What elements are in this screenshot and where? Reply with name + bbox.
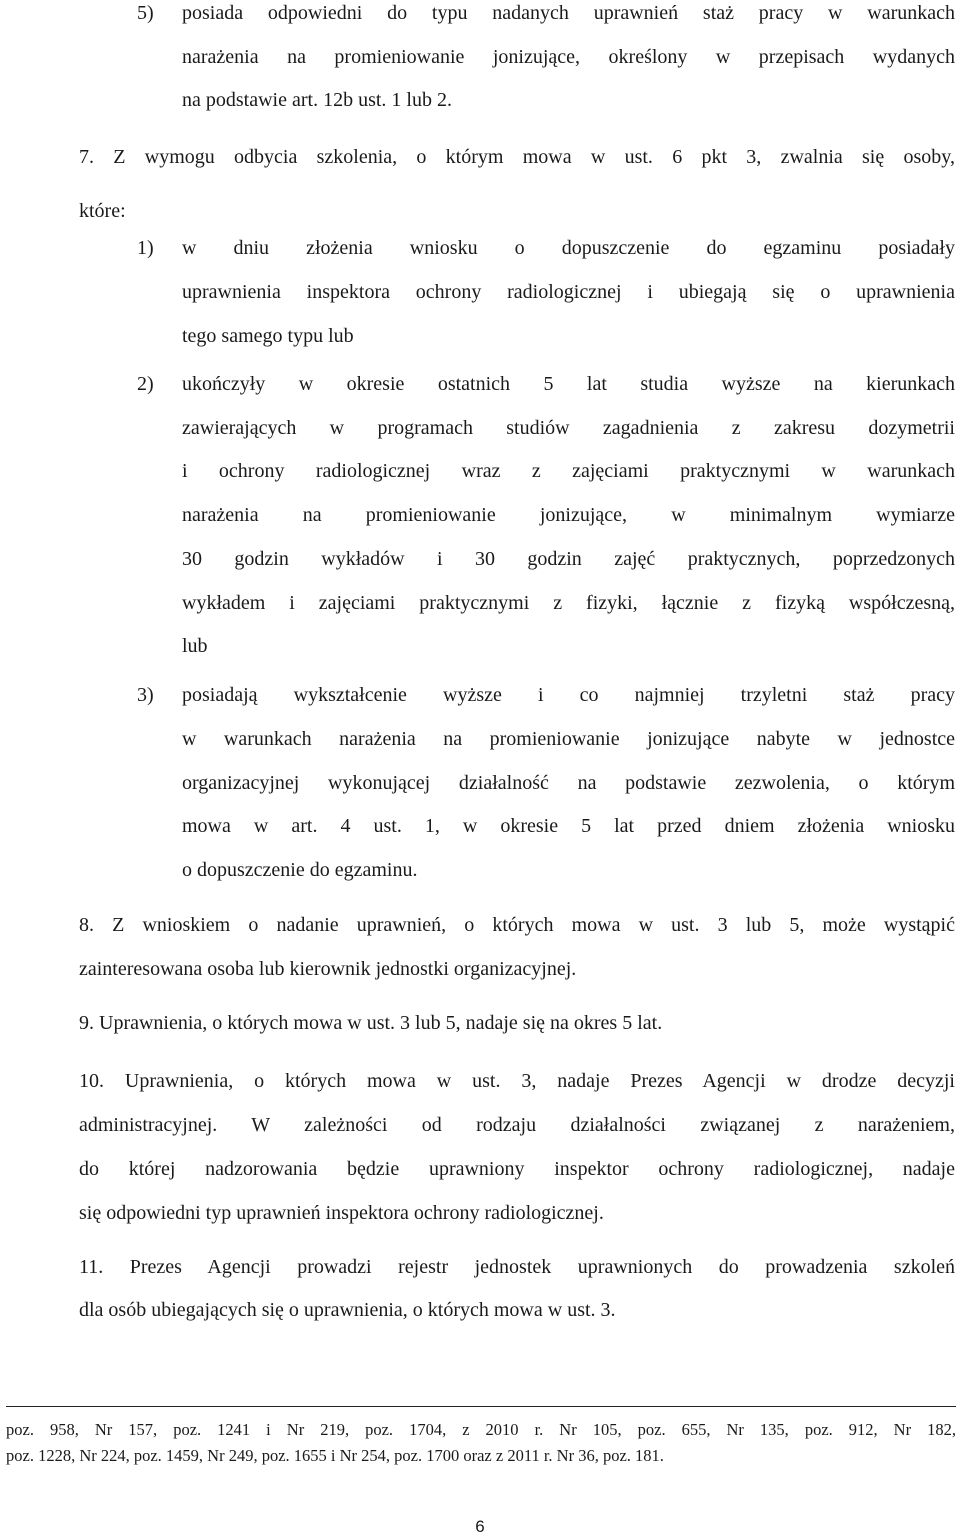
paragraph-line: ukończyły w okresie ostatnich 5 lat studia wyższe na kierunkach [182, 373, 955, 395]
paragraph-line: zainteresowana osoba lub kierownik jednostki organizacyjnej. [79, 958, 577, 980]
paragraph-line: które: [79, 200, 126, 222]
paragraph-line: w warunkach narażenia na promieniowanie jonizujące nabyte w jednostce [182, 727, 955, 750]
footnote-line-2: poz. 1228, Nr 224, poz. 1459, Nr 249, poz. 1655 i Nr 254, poz. 1700 oraz z 2011 r. Nr 36, poz. 181. [6, 1446, 664, 1465]
footnote-line-1: poz. 958, Nr 157, poz. 1241 i Nr 219, poz. 1704, z 2010 r. Nr 105, poz. 655, Nr 135, poz. 912, Nr 182, [6, 1420, 956, 1439]
paragraph-line: lub [182, 635, 208, 658]
list-item-number: 2) [137, 373, 154, 395]
paragraph-line: się odpowiedni typ uprawnień inspektora ochrony radiologicznej. [79, 1202, 604, 1224]
paragraph-line: 30 godzin wykładów i 30 godzin zajęć praktycznych, poprzedzonych [182, 547, 955, 570]
paragraph-line: narażenia na promieniowanie jonizujące, określony w przepisach wydanych [182, 45, 955, 68]
paragraph-line: o dopuszczenie do egzaminu. [182, 859, 418, 882]
paragraph-line: uprawnienia inspektora ochrony radiologicznej i ubiegają się o uprawnienia [182, 281, 955, 303]
list-item-number: 1) [137, 237, 154, 259]
paragraph-line: w dniu złożenia wniosku o dopuszczenie do egzaminu posiadały [182, 237, 955, 259]
paragraph-line: dla osób ubiegających się o uprawnienia, o których mowa w ust. 3. [79, 1299, 616, 1321]
paragraph-line: wykładem i zajęciami praktycznymi z fizyki, łącznie z fizyką współczesną, [182, 591, 955, 614]
page-number: 6 [475, 1517, 485, 1536]
paragraph-line: 8. Z wnioskiem o nadanie uprawnień, o których mowa w ust. 3 lub 5, może wystąpić [79, 914, 955, 936]
paragraph-line: na podstawie art. 12b ust. 1 lub 2. [182, 89, 452, 111]
paragraph-line: narażenia na promieniowanie jonizujące, w minimalnym wymiarze [182, 504, 955, 527]
paragraph-line: 9. Uprawnienia, o których mowa w ust. 3 lub 5, nadaje się na okres 5 lat. [79, 1012, 663, 1034]
paragraph-line: do której nadzorowania będzie uprawniony inspektor ochrony radiologicznej, nadaje [79, 1158, 955, 1180]
paragraph-line: zawierających w programach studiów zagadnienia z zakresu dozymetrii [182, 416, 955, 439]
list-item-number: 5) [137, 2, 154, 24]
footnote-separator [6, 1406, 956, 1407]
paragraph-line: tego samego typu lub [182, 325, 354, 347]
paragraph-line: i ochrony radiologicznej wraz z zajęciami praktycznymi w warunkach [182, 460, 955, 483]
paragraph-line: organizacyjnej wykonującej działalność na podstawie zezwolenia, o którym [182, 771, 955, 794]
list-item-number: 3) [137, 684, 154, 706]
paragraph-line: 11. Prezes Agencji prowadzi rejestr jednostek uprawnionych do prowadzenia szkoleń [79, 1256, 955, 1278]
paragraph-line: 7. Z wymogu odbycia szkolenia, o którym mowa w ust. 6 pkt 3, zwalnia się osoby, [79, 146, 955, 168]
paragraph-line: mowa w art. 4 ust. 1, w okresie 5 lat przed dniem złożenia wniosku [182, 815, 955, 838]
paragraph-line: posiada odpowiedni do typu nadanych uprawnień staż pracy w warunkach [182, 2, 955, 24]
paragraph-line: 10. Uprawnienia, o których mowa w ust. 3, nadaje Prezes Agencji w drodze decyzji [79, 1070, 955, 1092]
paragraph-line: administracyjnej. W zależności od rodzaju działalności związanej z narażeniem, [79, 1114, 955, 1136]
paragraph-line: posiadają wykształcenie wyższe i co najmniej trzyletni staż pracy [182, 684, 955, 706]
